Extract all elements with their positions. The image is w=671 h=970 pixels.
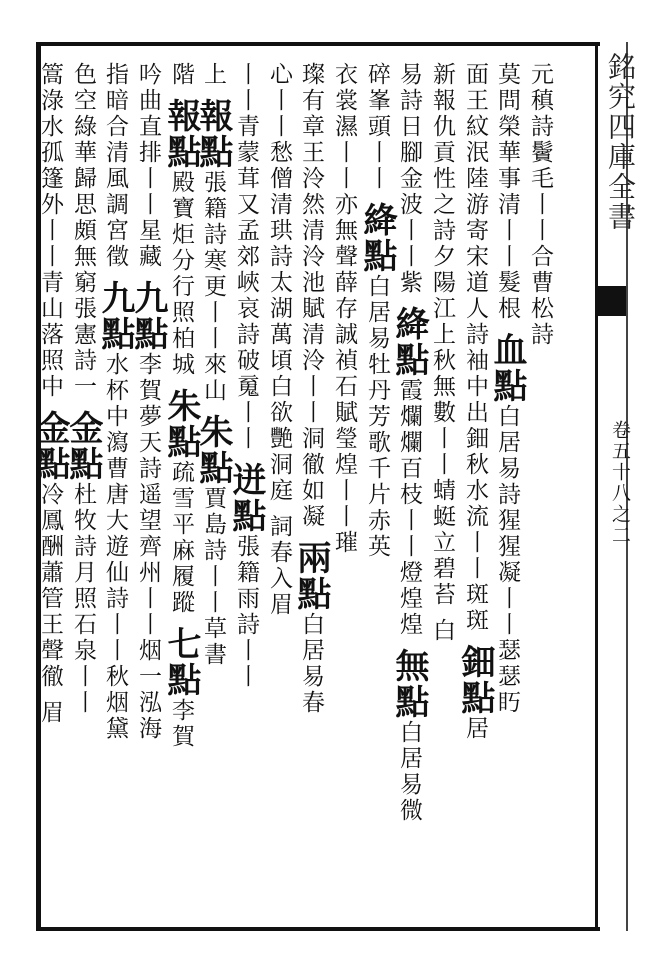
entry-heading: 朱點 [193,414,233,486]
entry-heading: 絳點 [357,202,397,274]
text-column [487,62,527,922]
entry-heading: 絳點 [389,306,429,378]
entry-text: 冷鳳酬蕭管王聲徹 [37,482,63,690]
entry-text: 白居易春 [298,612,324,716]
entry-text: 霞爛爛百枝丨丨燈煌煌 [396,378,422,638]
text-column [63,62,103,922]
entry-heading: 金點 [63,410,103,482]
entry-text: 碎峯頭丨丨 [364,62,390,192]
text-column [455,62,495,922]
entry-text: 疏雪平麻履蹤 [168,460,194,616]
entry-text: 指暗合清風調宮徵 [102,62,128,270]
entry-text: 篙淥水孤篷外丨丨青山落照中 [37,62,63,400]
center-fold-line [595,42,598,931]
text-column [30,62,70,922]
text-column [389,62,429,922]
entry-text: 心丨丨愁僧清珙詩太湖萬頃白欲艷洞庭 [266,62,292,504]
entry-text: 階 [168,62,194,88]
entry-text: 白居易牡丹芳歌千片赤英 [364,274,390,560]
entry-heading: 報點 [161,98,201,170]
entry-text: 杜牧詩月照石泉丨丨 [70,482,96,716]
top-border [40,42,600,46]
entry-text: 白 [429,618,455,644]
entry-text: 元稹詩鬢毛丨丨合曹松詩 [527,62,553,348]
entry-heading: 報點 [193,98,233,170]
entry-heading: 朱點 [161,388,201,460]
juan-number: 卷五十八之二 [609,420,631,546]
entry-text: 張籍雨詩丨丨 [233,534,259,690]
entry-text: 賈島詩丨丨草書 [200,486,226,668]
entry-text: 詞春入眉 [266,514,292,618]
entry-text: 丨丨青蒙茸又孟郊峽哀詩破䰟丨丨 [233,62,259,452]
entry-text: 白居易詩猩猩凝丨丨瑟瑟䀎 [494,404,520,716]
entry-heading: 七點 [161,626,201,698]
entry-text: 衣裳濕丨丨亦無聲薛存誠禎石賦瑩煌丨丨璀 [331,62,357,556]
entry-heading: 金點 [30,410,70,482]
text-column [524,62,556,922]
entry-text: 水杯中瀉曹唐大遊仙詩丨丨秋烟黛 [102,352,128,742]
text-column [291,62,331,922]
entry-text: 色空綠華歸思頗無窮張憲詩一 [70,62,96,400]
entry-text: 易詩日腳金波丨丨紫 [396,62,422,296]
entry-text: 李賀 [168,698,194,750]
entry-heading: 兩點 [291,540,331,612]
text-column [128,62,168,922]
entry-text: 新報仇貢性之詩夕陽江上秋無數丨丨蜻蜓立碧苔 [429,62,455,608]
text-column [357,62,397,922]
entry-text: 白居易微 [396,720,422,824]
entry-heading: 九點 [128,280,168,352]
entry-text: 張籍詩寒更丨丨來山 [200,170,226,404]
entry-heading: 鈿點 [455,644,495,716]
entry-text: 莫問榮華事清丨丨髮根 [494,62,520,322]
text-column [226,62,266,922]
entry-text: 李賀夢天詩遥望齊州丨丨烟一泓海 [135,352,161,742]
entry-text: 璨有章王泠然清泠池賦清泠丨丨洞徹如凝 [298,62,324,530]
text-column [193,62,233,922]
fishtail-mark [598,286,626,316]
entry-heading: 血點 [487,332,527,404]
bottom-border [40,927,600,931]
entry-text: 上 [200,62,226,88]
text-column [161,62,201,922]
text-column [95,62,135,922]
entry-text: 面王紋泯陸游寄宋道人詩袖中出鈿秋水流丨丨斑斑 [462,62,488,634]
entry-heading: 迸點 [226,462,266,534]
entry-text: 眉 [37,700,63,726]
entry-heading: 無點 [389,648,429,720]
entry-text: 吟曲直排丨丨星藏 [135,62,161,270]
text-column [263,62,295,922]
text-column [328,62,360,922]
text-column [426,62,458,922]
book-header-title: 銘究四庫全書 [604,52,637,232]
entry-text: 殿寶炬分行照柏城 [168,170,194,378]
entry-heading: 九點 [95,280,135,352]
entry-text: 居 [462,716,488,742]
